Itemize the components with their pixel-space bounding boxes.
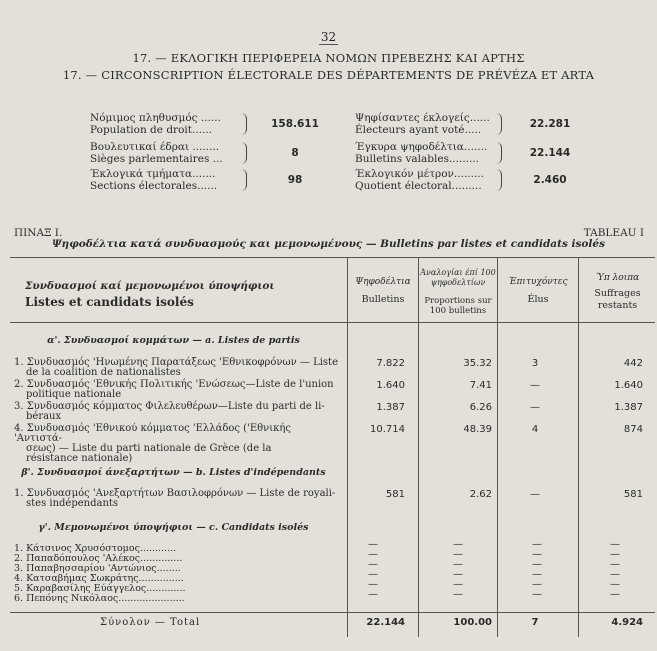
table-top-rule [10,257,655,258]
page-number: 32 [320,30,337,44]
table-label-french: TABLEAU I [583,227,644,239]
header-elus: Έπιτυχόντες Élus [508,277,568,305]
table-subtitle: Ψηφοδέλτια κατά συνδυασμούς και μεμονωμένους — Bulletins par listes et candidats isolés [51,238,606,250]
total-pct: 100.00 [453,617,492,628]
col-divider-1 [347,257,348,637]
header-main: Συνδυασμοί καί μεμονωμένοι ύποψήφιοι Listes et candidats isolés [25,280,275,309]
table-label-greek: ΠΙΝΑΞ I. [14,227,63,239]
list-item: 2. Παπαδόπουλος 'Αλέκος.............. [14,553,183,564]
title-french: 17. — CIRCONSCRIPTION ÉLECTORALE DES DÉPARTEMENTS DE PRÉVÉZA ET ARTA [62,68,595,82]
dash-column-4: — — — — — — [610,539,620,600]
list-item: 5. Καραβασίλης Εύάγγελος............. [14,583,186,594]
dash-column-1: — — — — — — [368,539,378,600]
list-item: 3. Παπαβησσαρίου 'Αντώνιος........ [14,563,181,574]
total-elus: 7 [531,617,539,628]
col-divider-4 [578,257,579,637]
list-item: 4. Κατσαβήμας Σωκράτης............... [14,573,184,584]
total-rule [10,612,655,613]
col-divider-2 [418,257,419,637]
header-bottom-rule [10,322,655,323]
total-bulletins: 22.144 [366,617,405,628]
section-isolated-candidates: γ'. Μεμονωμένοι ύποψήφιοι — c. Candidats isolés [38,522,309,533]
section-independent-lists: β'. Συνδυασμοί άνεξαρτήτων — b. Listes d'indépendants [21,467,326,478]
list-item: 1. Κάτσινος Χρυσόστομος............ [14,543,177,554]
dash-column-3: — — — — — — [532,539,542,600]
dash-column-2: — — — — — — [453,539,463,600]
section-party-lists: α'. Συνδυασμοί κομμάτων — a. Listes de partis [47,335,300,346]
title-greek: 17. — ΕΚΛΟΓΙΚΗ ΠΕΡΙΦΕΡΕΙΑ ΝΟΜΩΝ ΠΡΕΒΕΖΗΣ ΚΑΙ ΑΡΤΗΣ [132,51,525,65]
header-suffrages: Ύπ λοιπα Suffrages restants [594,273,641,311]
header-bulletins: Ψηφοδέλτια Bulletins [355,277,411,305]
col-divider-3 [497,257,498,637]
header-proportions: Άναλογίαι έπί 100 ψηφοδελτίων Proportions sur 100 bulletins [420,268,496,316]
total-label: Σύνολον — Total [100,617,201,628]
total-rest: 4.924 [611,617,643,628]
list-item: 6. Πεπόνης Νικόλαος...................... [14,593,185,604]
